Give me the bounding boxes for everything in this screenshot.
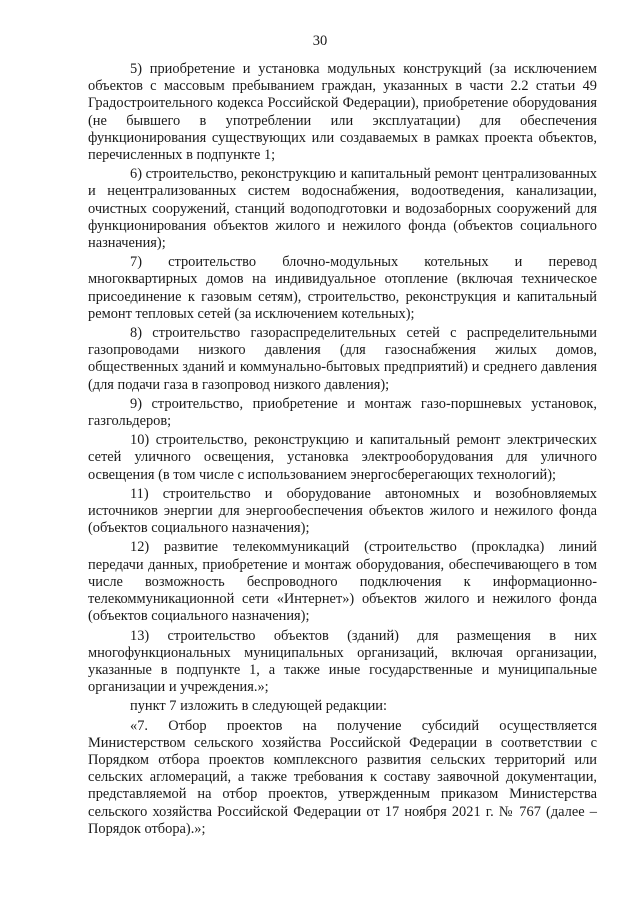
paragraph-point-7-new-text: «7. Отбор проектов на получение субсидий осуществляется Министерством сельского хозяйства Российской Федерации в соответствии с Порядком отбора проектов комплексного развития сельских территорий или сельских агломераций, а также требования к составу заявочной документации, представляемой на отбор проектов, утвержденным приказом Министерства сельского хозяйства Российской Федерации от 17 ноября 2021 г. № 767 (далее – Порядок отбора).»; [88,717,597,837]
paragraph-item-5: 5) приобретение и установка модульных конструкций (за исключением объектов с массовым пребыванием граждан, указанных в части 2.2 статьи 49 Градостроительного кодекса Российской Федерации), приобретение оборудования (не бывшего в употреблении или эксплуатации) для обеспечения функционирования существующих или создаваемых в рамках проекта объектов, перечисленных в подпункте 1; [88,61,597,164]
paragraph-item-9: 9) строительство, приобретение и монтаж газо-поршневых установок, газгольдеров; [88,395,597,430]
paragraph-item-12: 12) развитие телекоммуникаций (строительство (прокладка) линий передачи данных, приобретение и монтаж оборудования, обеспечивающего в том числе возможность беспроводного подключения к информационно-телекоммуникационной сети «Интернет») объектов жилого и нежилого фонда (объектов социального назначения); [88,539,597,625]
paragraph-item-11: 11) строительство и оборудование автономных и возобновляемых источников энергии для энергообеспечения объектов жилого и нежилого фонда (объектов социального назначения); [88,485,597,537]
paragraph-item-6: 6) строительство, реконструкцию и капитальный ремонт централизованных и нецентрализованных систем водоснабжения, водоотведения, канализации, очистных сооружений, станций водоподготовки и водозаборных сооружений для функционирования объектов жилого и нежилого фонда (объектов социального назначения); [88,166,597,252]
document-body [88,61,597,838]
paragraph-item-10: 10) строительство, реконструкцию и капитальный ремонт электрических сетей уличного освещения, установка электрооборудования для уличного освещения (в том числе с использованием энергосберегающих технологий); [88,432,597,483]
paragraph-amendment-instruction: пункт 7 изложить в следующей редакции: [130,698,387,715]
page-number: 30 [312,33,328,49]
paragraph-item-8: 8) строительство газораспределительных сетей с распределительными газопроводами низкого давления (для газоснабжения жилых домов, общественных зданий и коммунально-бытовых предприятий) и среднего давления (для подачи газа в газопровод низкого давления); [88,325,597,393]
paragraph-item-13: 13) строительство объектов (зданий) для размещения в них многофункциональных муниципальных организаций, включая организации, указанные в подпункте 1, а также иные государственные и муниципальные организации и учреждения.»; [88,627,597,696]
paragraph-item-7: 7) строительство блочно-модульных котельных и перевод многоквартирных домов на индивидуальное отопление (включая техническое присоединение к газовым сетям), строительство, реконструкция и капитальный ремонт тепловых сетей (за исключением котельных); [88,254,597,322]
